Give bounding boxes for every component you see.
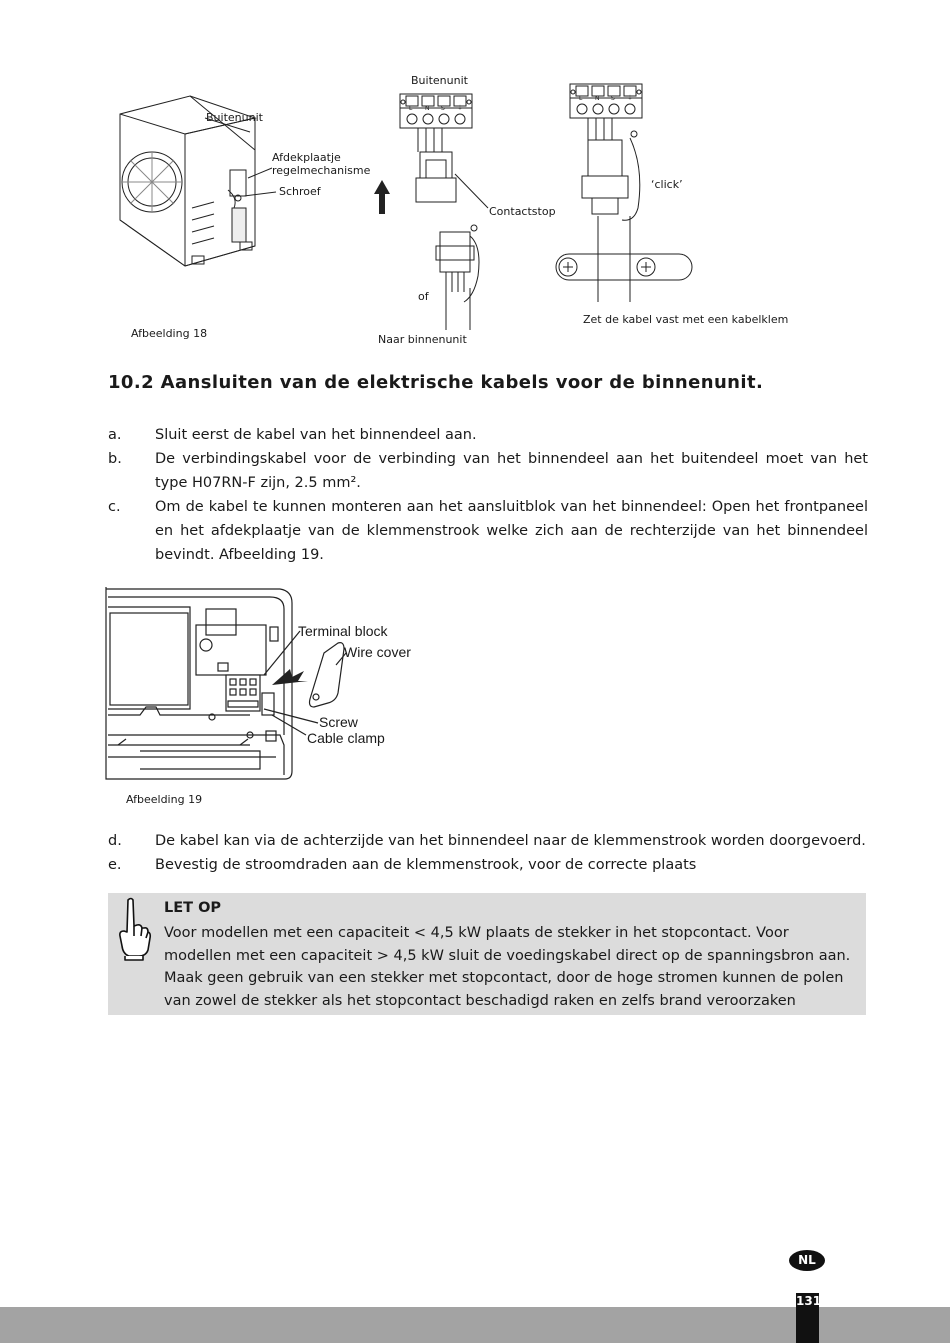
screw-label: Schroef bbox=[279, 185, 321, 198]
terminal-letter: N bbox=[595, 95, 600, 102]
step-key: c. bbox=[108, 499, 121, 515]
terminal-letter: S bbox=[611, 95, 615, 102]
terminal-letter: L bbox=[579, 95, 583, 102]
step-key: b. bbox=[108, 451, 122, 467]
section-title: 10.2 Aansluiten van de elektrische kabels voor de binnenunit. bbox=[108, 372, 764, 393]
terminal-letter: S bbox=[441, 105, 445, 112]
step-c bbox=[108, 495, 868, 567]
terminal-letter: ⏚ bbox=[627, 95, 634, 102]
note-title: LET OP bbox=[164, 900, 222, 916]
top-outdoor-label: Buitenunit bbox=[411, 74, 468, 87]
terminal-block-label: Terminal block bbox=[298, 623, 388, 639]
plug-label: Contactstop bbox=[489, 205, 556, 218]
language-badge: NL bbox=[789, 1250, 825, 1271]
step-a bbox=[108, 423, 868, 447]
step-key: a. bbox=[108, 427, 122, 443]
step-d bbox=[108, 829, 868, 853]
or-label: of bbox=[418, 290, 429, 303]
cover-label-line2: regelmechanisme bbox=[272, 164, 371, 177]
figure-18 bbox=[100, 70, 820, 350]
terminal-letter: ⏚ bbox=[457, 105, 464, 112]
step-key: e. bbox=[108, 857, 122, 873]
warning-note bbox=[108, 893, 866, 1015]
step-key: d. bbox=[108, 833, 122, 849]
figure-19-caption: Afbeelding 19 bbox=[126, 793, 203, 806]
step-text: Bevestig de stroomdraden aan de klemmenstrook, voor de correcte plaats bbox=[155, 857, 697, 873]
figure-18-caption: Afbeelding 18 bbox=[131, 327, 208, 340]
step-e bbox=[108, 853, 868, 877]
click-label: ‘click’ bbox=[651, 178, 683, 191]
wire-cover-label: Wire cover bbox=[344, 644, 411, 660]
step-text: Sluit eerst de kabel van het binnendeel aan. bbox=[155, 427, 477, 443]
pointing-hand-icon bbox=[113, 896, 153, 962]
figure-19-drawing bbox=[100, 585, 430, 785]
figure-19 bbox=[100, 585, 430, 810]
page-number: 131 bbox=[796, 1294, 822, 1308]
cover-label-line1: Afdekplaatje bbox=[272, 151, 341, 164]
clamp-label: Zet de kabel vast met een kabelklem bbox=[583, 313, 789, 326]
terminal-letter: N bbox=[425, 105, 430, 112]
step-text: De kabel kan via de achterzijde van het binnendeel naar de klemmenstrook worden doorgevoerd. bbox=[155, 833, 866, 849]
to-indoor-label: Naar binnenunit bbox=[378, 333, 467, 346]
screw-label: Screw bbox=[319, 714, 358, 730]
terminal-letter: L bbox=[409, 105, 413, 112]
step-b bbox=[108, 447, 868, 495]
step-text: Om de kabel te kunnen monteren aan het aansluitblok van het binnendeel: Open het frontpaneel en het afdekplaatje van de klemmenstrook welke zich aan de rechterzijde van het binnendeel bevindt. Afbeelding 19. bbox=[155, 499, 868, 563]
note-text: Voor modellen met een capaciteit < 4,5 kW plaats de stekker in het stopcontact. Voor modellen met een capaciteit > 4,5 kW sluit de voedingskabel direct op de spanningsbron aan. Maak geen gebruik van een stekker met stopcontact, door de hoge stromen kunnen de polen van zowel de stekker als het stopcontact beschadigd raken en zelfs brand veroorzaken bbox=[164, 925, 851, 1009]
step-text: De verbindingskabel voor de verbinding van het binnendeel aan het buitendeel moet van het type H07RN-F zijn, 2.5 mm². bbox=[155, 451, 868, 491]
outdoor-unit-label: Buitenunit bbox=[206, 111, 263, 124]
cable-clamp-label: Cable clamp bbox=[307, 730, 385, 746]
